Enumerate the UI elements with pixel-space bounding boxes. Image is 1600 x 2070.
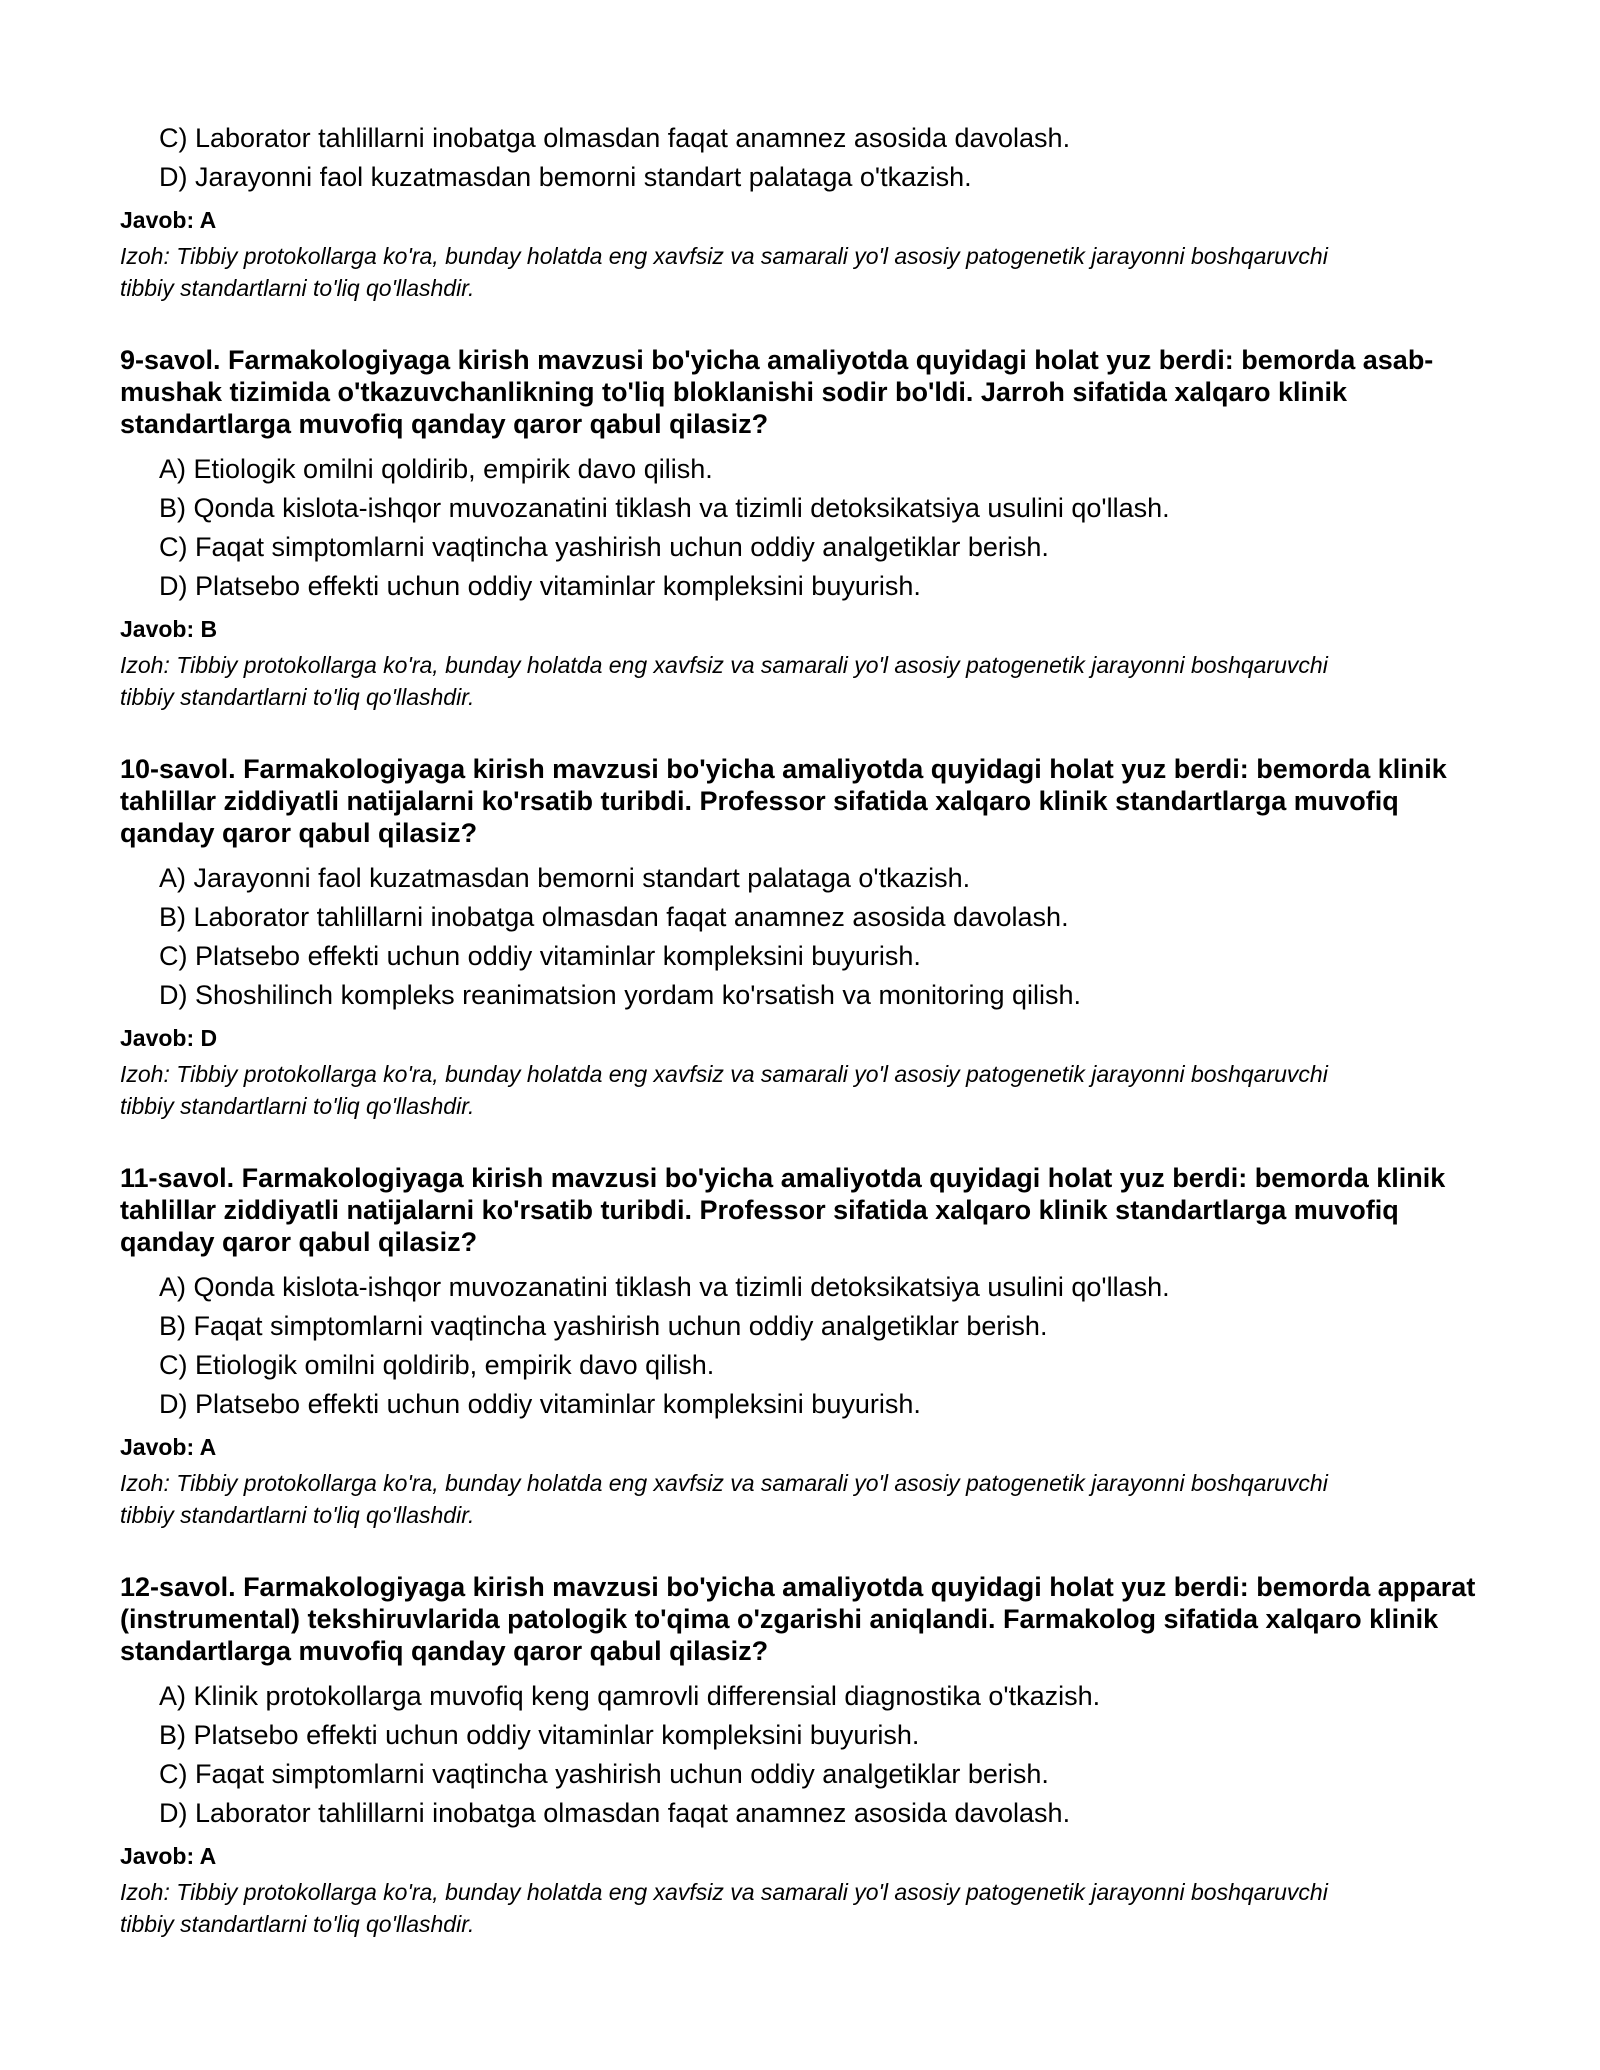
explanation-text: Izoh: Tibbiy protokollarga ko'ra, bunday holatda eng xavfsiz va samarali yo'l asosiy patogenetik jarayonni boshqaruvchi tibbiy standartlarni to'liq qo'llashdir. [120, 1879, 1328, 1937]
explanation-text: Izoh: Tibbiy protokollarga ko'ra, bunday holatda eng xavfsiz va samarali yo'l asosiy patogenetik jarayonni boshqaruvchi tibbiy standartlarni to'liq qo'llashdir. [120, 243, 1328, 301]
option-d: D) Platsebo effekti uchun oddiy vitaminlar kompleksini buyurish. [159, 1389, 921, 1419]
option-c: C) Laborator tahlillarni inobatga olmasdan faqat anamnez asosida davolash. [159, 123, 1071, 153]
explanation-text: Izoh: Tibbiy protokollarga ko'ra, bunday holatda eng xavfsiz va samarali yo'l asosiy patogenetik jarayonni boshqaruvchi tibbiy standartlarni to'liq qo'llashdir. [120, 1061, 1328, 1119]
option-b: B) Faqat simptomlarni vaqtincha yashirish uchun oddiy analgetiklar berish. [159, 1311, 1048, 1341]
question-text: 12-savol. Farmakologiyaga kirish mavzusi bo'yicha amaliyotda quyidagi holat yuz berdi: bemorda apparat (instrumental) tekshiruvlarida patologik to'qima o'zgarishi aniqlandi. Farmakolog sifatida xalqaro klinik standartlarga muvofiq qanday qaror qabul qilasiz? [120, 1572, 1476, 1666]
option-b: B) Qonda kislota-ishqor muvozanatini tiklash va tizimli detoksikatsiya usulini qo'llash. [159, 493, 1170, 523]
question-text: 11-savol. Farmakologiyaga kirish mavzusi bo'yicha amaliyotda quyidagi holat yuz berdi: bemorda klinik tahlillar ziddiyatli natijalarni ko'rsatib turibdi. Professor sifatida xalqaro klinik standartlarga muvofiq qanday qaror qabul qilasiz? [120, 1163, 1446, 1257]
answer-label: Javob: A [120, 1434, 217, 1460]
answer-label: Javob: A [120, 1843, 217, 1869]
explanation-text: Izoh: Tibbiy protokollarga ko'ra, bunday holatda eng xavfsiz va samarali yo'l asosiy patogenetik jarayonni boshqaruvchi tibbiy standartlarni to'liq qo'llashdir. [120, 652, 1328, 710]
option-d: D) Shoshilinch kompleks reanimatsion yordam ko'rsatish va monitoring qilish. [159, 980, 1082, 1010]
answer-label: Javob: A [120, 207, 217, 233]
question-text: 9-savol. Farmakologiyaga kirish mavzusi bo'yicha amaliyotda quyidagi holat yuz berdi: bemorda asab-mushak tizimida o'tkazuvchanlikning to'liq bloklanishi sodir bo'ldi. Jarroh sifatida xalqaro klinik standartlarga muvofiq qanday qaror qabul qilasiz? [120, 345, 1434, 439]
answer-label: Javob: D [120, 1025, 218, 1051]
option-c: C) Faqat simptomlarni vaqtincha yashirish uchun oddiy analgetiklar berish. [159, 532, 1049, 562]
option-b: B) Platsebo effekti uchun oddiy vitaminlar kompleksini buyurish. [159, 1720, 920, 1750]
question-text: 10-savol. Farmakologiyaga kirish mavzusi bo'yicha amaliyotda quyidagi holat yuz berdi: bemorda klinik tahlillar ziddiyatli natijalarni ko'rsatib turibdi. Professor sifatida xalqaro klinik standartlarga muvofiq qanday qaror qabul qilasiz? [120, 754, 1447, 848]
option-a: A) Klinik protokollarga muvofiq keng qamrovli differensial diagnostika o'tkazish. [159, 1681, 1101, 1711]
option-c: C) Etiologik omilni qoldirib, empirik davo qilish. [159, 1350, 715, 1380]
option-c: C) Faqat simptomlarni vaqtincha yashirish uchun oddiy analgetiklar berish. [159, 1759, 1049, 1789]
option-c: C) Platsebo effekti uchun oddiy vitaminlar kompleksini buyurish. [159, 941, 921, 971]
option-d: D) Laborator tahlillarni inobatga olmasdan faqat anamnez asosida davolash. [159, 1798, 1071, 1828]
option-a: A) Etiologik omilni qoldirib, empirik davo qilish. [159, 454, 713, 484]
option-d: D) Platsebo effekti uchun oddiy vitaminlar kompleksini buyurish. [159, 571, 921, 601]
option-a: A) Qonda kislota-ishqor muvozanatini tiklash va tizimli detoksikatsiya usulini qo'llash. [159, 1272, 1170, 1302]
explanation-text: Izoh: Tibbiy protokollarga ko'ra, bunday holatda eng xavfsiz va samarali yo'l asosiy patogenetik jarayonni boshqaruvchi tibbiy standartlarni to'liq qo'llashdir. [120, 1470, 1328, 1528]
answer-label: Javob: B [120, 616, 218, 642]
option-b: B) Laborator tahlillarni inobatga olmasdan faqat anamnez asosida davolash. [159, 902, 1069, 932]
option-a: A) Jarayonni faol kuzatmasdan bemorni standart palataga o'tkazish. [159, 863, 971, 893]
option-d: D) Jarayonni faol kuzatmasdan bemorni standart palataga o'tkazish. [159, 162, 972, 192]
